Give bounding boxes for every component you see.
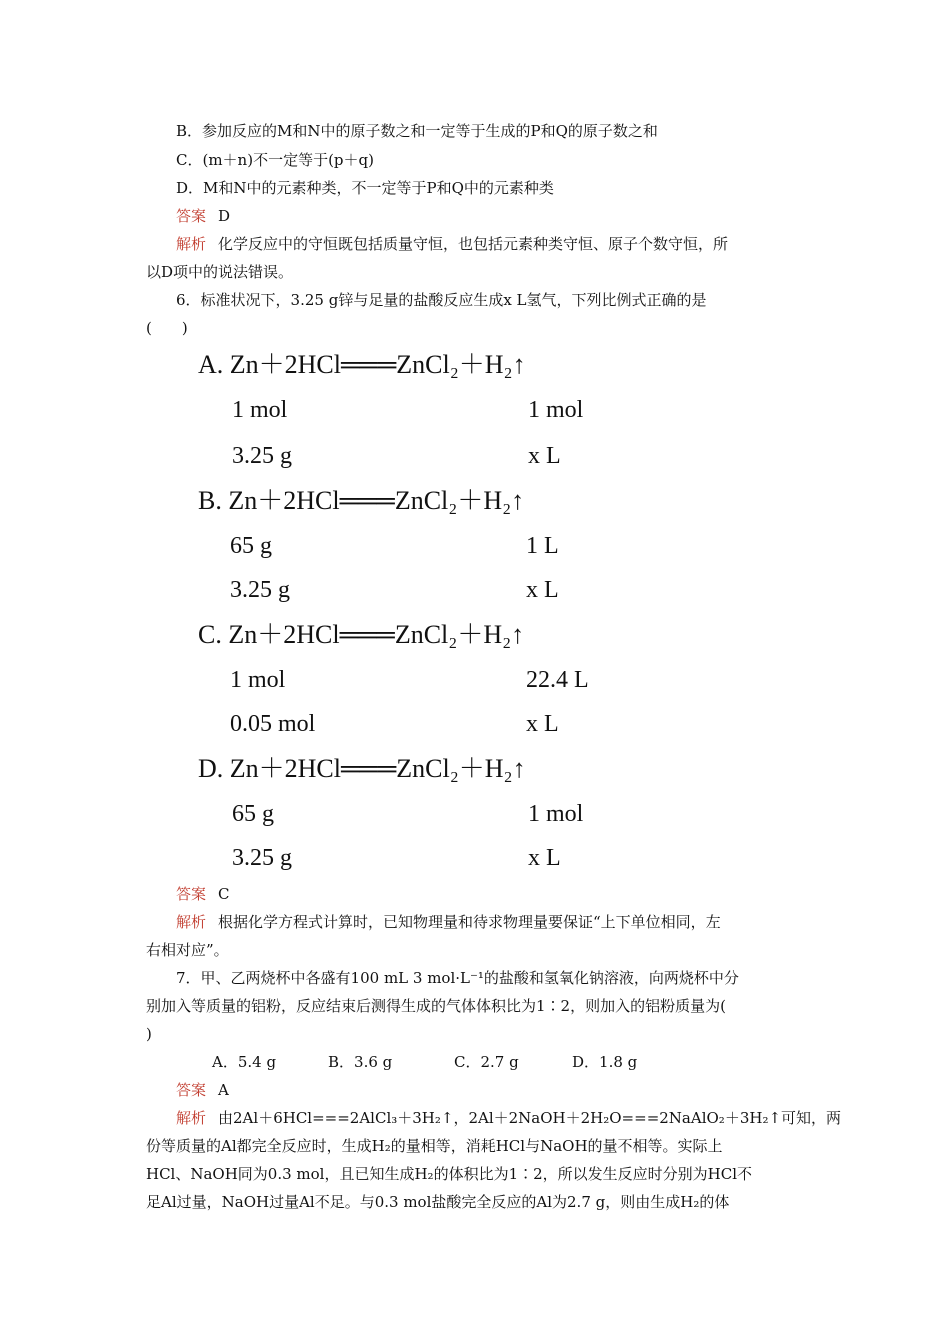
q7-option-b: B．3.6 g: [328, 1053, 393, 1071]
analysis-text: 由2Al＋6HCl===2AlCl₃＋3H₂↑，2Al＋2NaOH＋2H₂O===2NaAlO₂＋3H₂↑可知，两: [218, 1109, 842, 1127]
row-left-value: 0.05 mol: [230, 711, 316, 737]
q5-option-d: D．M和N中的元素种类，不一定等于P和Q中的元素种类: [176, 179, 554, 197]
row-right-value: x L: [528, 443, 561, 469]
row-right-value: x L: [526, 711, 559, 737]
q6-analysis-line-1: [176, 912, 721, 932]
q6-option-a-equation: A. Zn＋2HCl═══ZnCl₂＋H₂↑: [198, 350, 526, 379]
q6-analysis-line-2: 右相对应”。: [146, 941, 229, 959]
analysis-label: 解析: [176, 1109, 207, 1127]
row-left-value: 65 g: [230, 533, 272, 559]
row-left-value: 1 mol: [232, 397, 288, 423]
analysis-text: 化学反应中的守恒既包括质量守恒，也包括元素种类守恒、原子个数守恒，所: [218, 235, 729, 253]
q7-analysis-line-3: HCl、NaOH同为0.3 mol，且已知生成H₂的体积比为1∶2，所以发生反应时分别为HCl不: [146, 1165, 753, 1183]
row-left-value: 3.25 g: [232, 845, 292, 871]
row-left-value: 65 g: [232, 801, 274, 827]
row-left-value: 1 mol: [230, 667, 286, 693]
q7-options: [212, 1052, 637, 1072]
q7-analysis-line-2: 份等质量的Al都完全反应时，生成H₂的量相等，消耗HCl与NaOH的量不相等。实际上: [146, 1137, 723, 1155]
q6-answer: [176, 884, 230, 904]
q6-option-d-equation: D. Zn＋2HCl═══ZnCl₂＋H₂↑: [198, 754, 526, 783]
answer-label: 答案: [176, 885, 207, 903]
q6-option-c-equation: C. Zn＋2HCl═══ZnCl₂＋H₂↑: [198, 620, 525, 649]
row-right-value: 1 mol: [528, 801, 584, 827]
q7-stem-line-1: 7．甲、乙两烧杯中各盛有100 mL 3 mol·L⁻¹的盐酸和氢氧化钠溶液，向两烧杯中分: [176, 969, 739, 987]
row-left-value: 3.25 g: [230, 577, 290, 603]
q6-stem-line-1: 6．标准状况下，3.25 g锌与足量的盐酸反应生成x L氢气，下列比例式正确的是: [176, 291, 707, 309]
answer-label: 答案: [176, 1081, 207, 1099]
q7-analysis-line-1: [176, 1108, 841, 1128]
q5-analysis-line-2: 以D项中的说法错误。: [146, 263, 294, 281]
analysis-label: 解析: [176, 913, 207, 931]
q7-option-c: C．2.7 g: [454, 1053, 519, 1071]
q7-option-a: A．5.4 g: [212, 1053, 277, 1071]
q5-option-b: B．参加反应的M和N中的原子数之和一定等于生成的P和Q的原子数之和: [176, 122, 658, 140]
q7-analysis-line-4: 足Al过量，NaOH过量Al不足。与0.3 mol盐酸完全反应的Al为2.7 g，则由生成H₂的体: [146, 1193, 730, 1211]
row-right-value: 1 mol: [528, 397, 584, 423]
row-right-value: 1 L: [526, 533, 559, 559]
q6-option-d-row-1: [232, 800, 584, 828]
q7-stem-line-3: ): [146, 1025, 152, 1043]
q6-option-b-row-2: [230, 576, 559, 604]
q6-option-d-row-2: [232, 844, 561, 872]
answer-value: C: [218, 885, 230, 903]
analysis-label: 解析: [176, 235, 207, 253]
q7-option-d: D．1.8 g: [572, 1053, 638, 1071]
answer-value: D: [218, 207, 231, 225]
row-right-value: 22.4 L: [526, 667, 589, 693]
q6-option-a-row-1: [232, 396, 584, 424]
q7-stem-line-2: 别加入等质量的铝粉，反应结束后测得生成的气体体积比为1∶2，则加入的铝粉质量为(: [146, 997, 726, 1015]
q7-answer: [176, 1080, 229, 1100]
q6-option-c-row-1: [230, 666, 589, 694]
row-right-value: x L: [526, 577, 559, 603]
q6-option-b-equation: B. Zn＋2HCl═══ZnCl₂＋H₂↑: [198, 486, 525, 515]
q6-option-c-row-2: [230, 710, 559, 738]
analysis-text: 根据化学方程式计算时，已知物理量和待求物理量要保证“上下单位相同，左: [218, 913, 721, 931]
q6-option-a-row-2: [232, 442, 561, 470]
row-left-value: 3.25 g: [232, 443, 292, 469]
answer-label: 答案: [176, 207, 207, 225]
q5-analysis-line-1: [176, 234, 728, 254]
answer-value: A: [218, 1081, 229, 1099]
row-right-value: x L: [528, 845, 561, 871]
q6-stem-line-2: ( ): [146, 319, 188, 337]
q6-option-b-row-1: [230, 532, 559, 560]
q5-answer: [176, 206, 230, 226]
q5-option-c: C．(m＋n)不一定等于(p＋q): [176, 151, 374, 169]
